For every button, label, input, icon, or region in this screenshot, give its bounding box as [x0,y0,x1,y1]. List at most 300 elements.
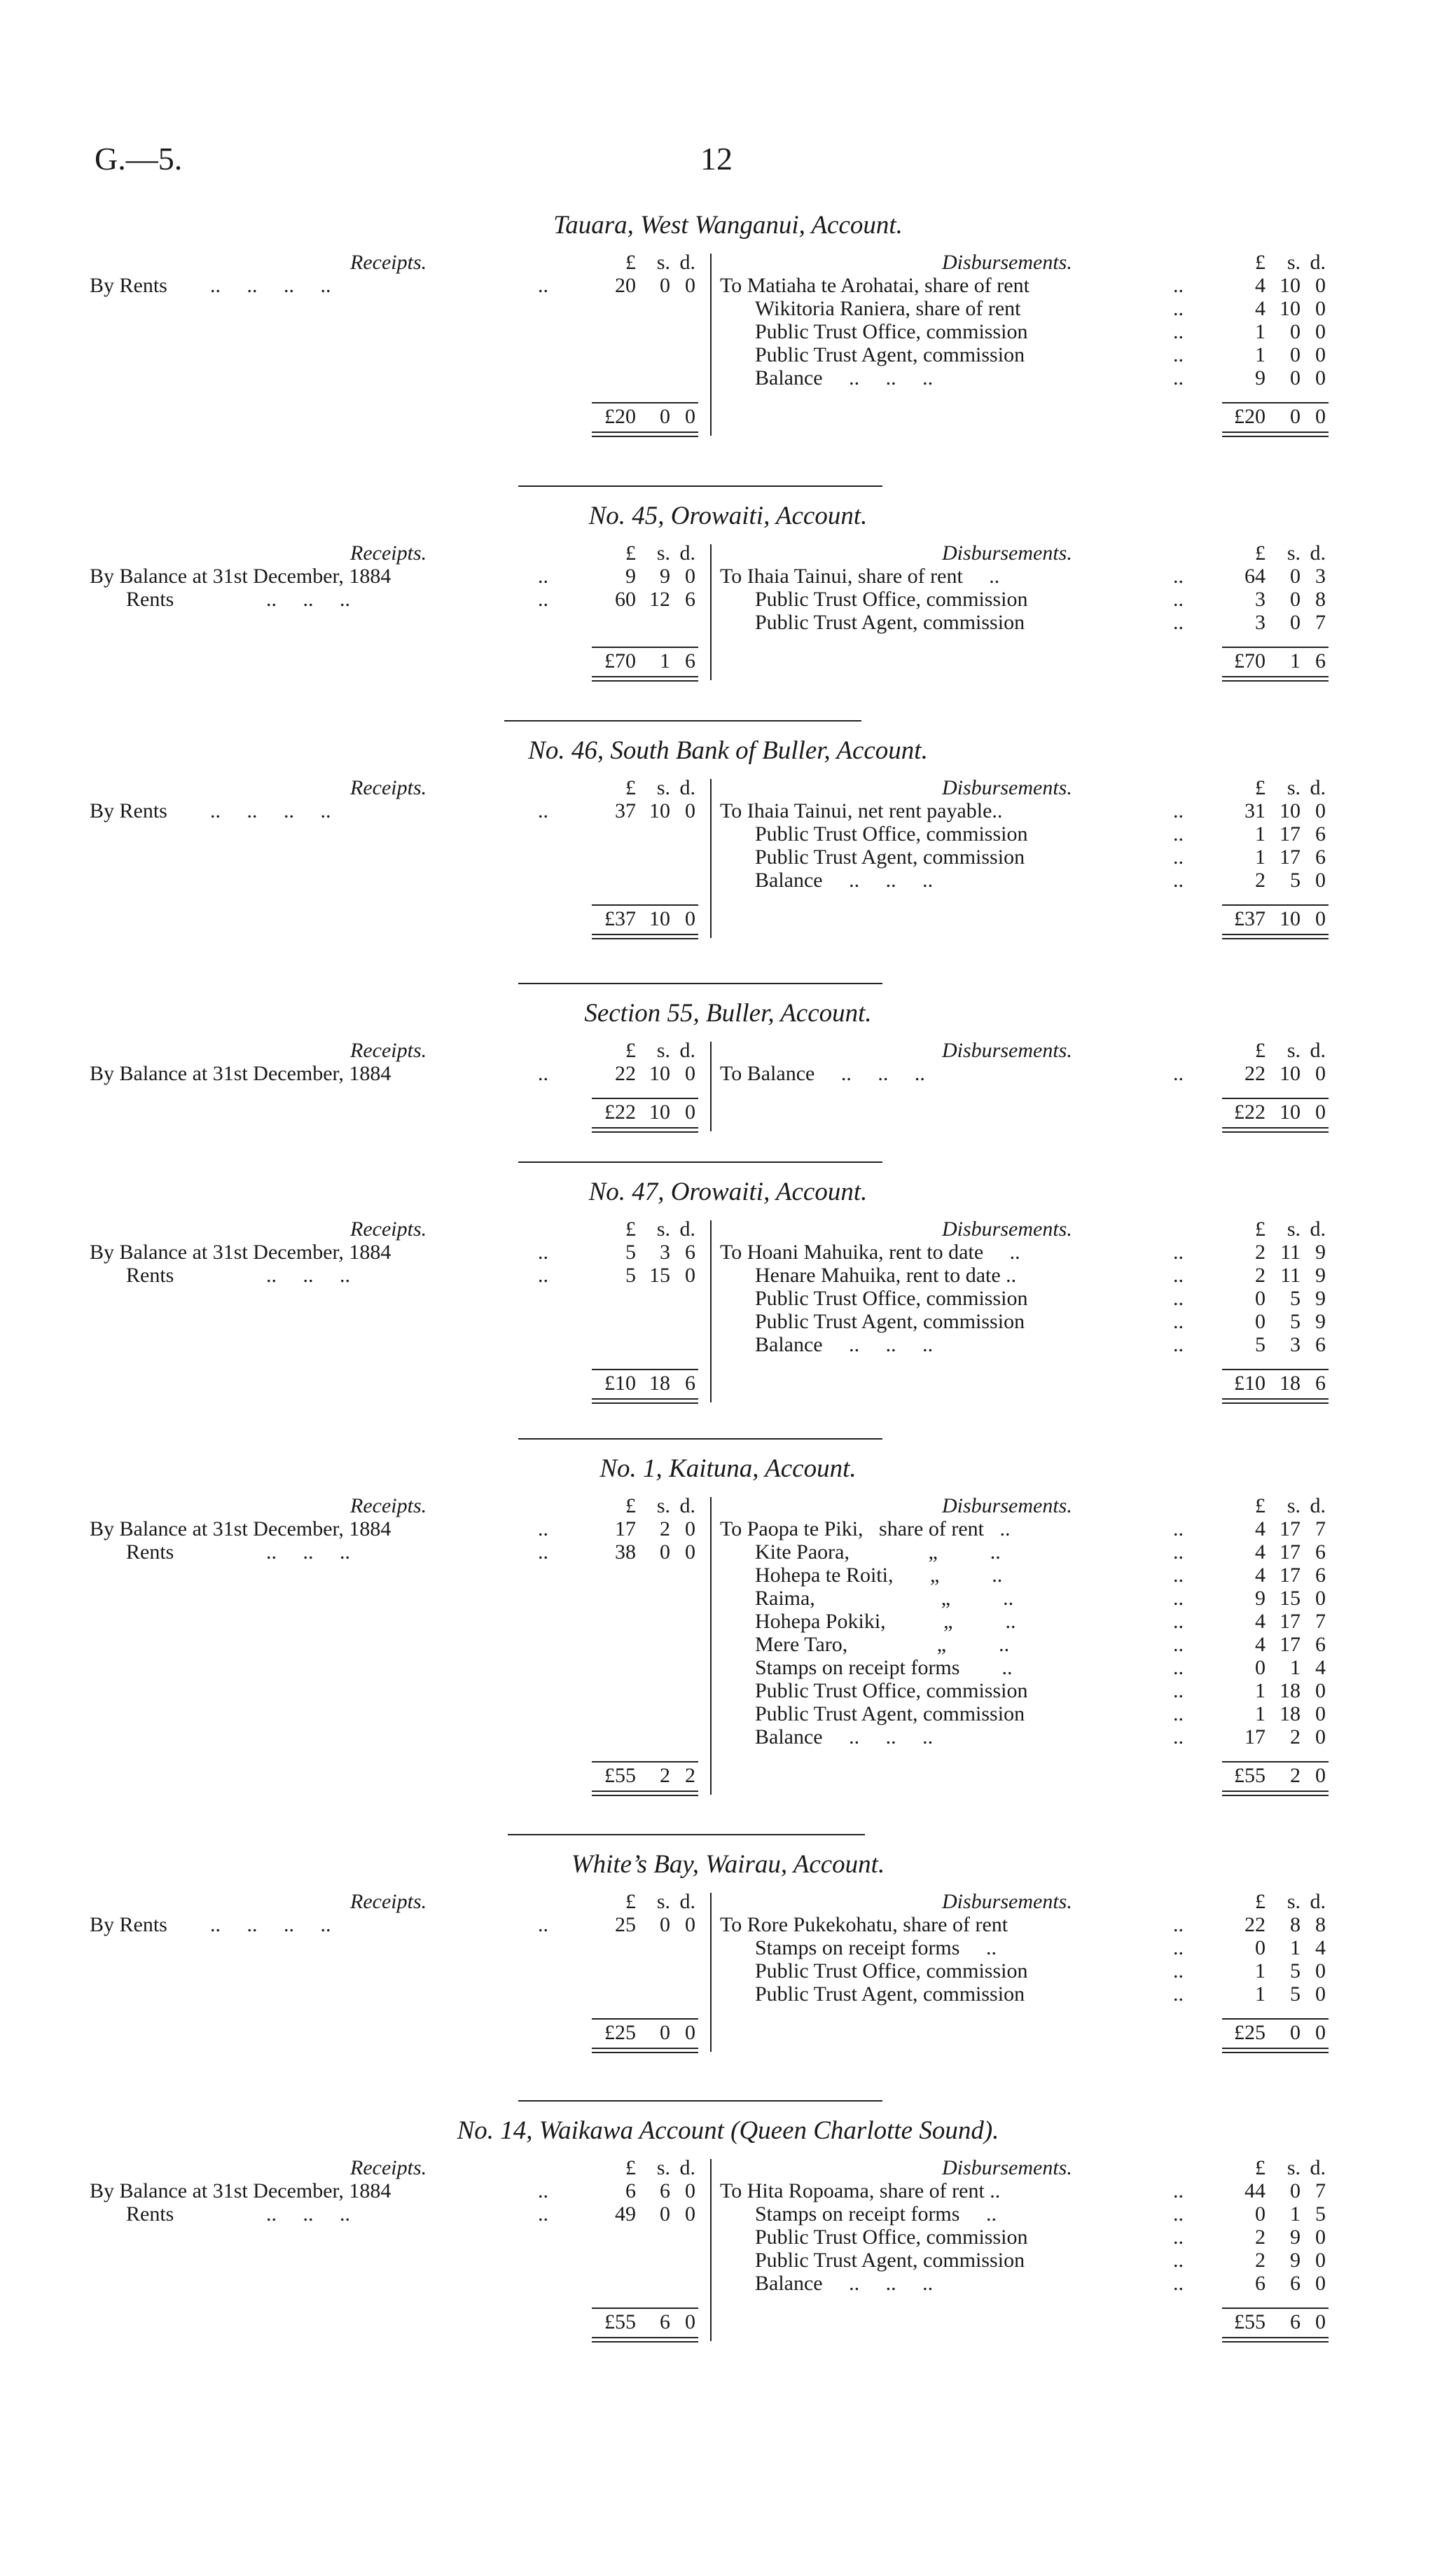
total-rule [1222,1761,1329,1763]
disbursement-pounds: 17 [1244,1725,1266,1748]
disbursement-pence: 0 [1315,1062,1326,1085]
dot-leader: .. [1173,343,1184,366]
disbursement-pence: 0 [1315,1679,1326,1702]
total-rule [1222,904,1329,906]
column-divider [710,544,712,680]
disbursement-shillings: 17 [1280,1517,1301,1540]
dot-leader: .. [1173,1913,1184,1936]
total-rule [592,1369,698,1370]
page-header-ref: G.—5. [95,141,183,177]
disbursement-shillings: 0 [1290,343,1301,366]
pounds-header: £ [1255,251,1266,274]
receipts-total-pounds: £10 [604,1372,636,1395]
receipt-pence: 6 [685,588,695,611]
disbursement-shillings: 5 [1290,869,1301,892]
total-rule [592,2308,698,2309]
disbursement-shillings: 5 [1290,1959,1301,1982]
dot-leader: .. [1173,565,1184,588]
pence-header: d. [1310,251,1326,274]
disbursement-label: Public Trust Office, commission [755,2226,1028,2249]
receipt-pounds: 17 [615,1517,636,1540]
disbursement-shillings: 0 [1290,2179,1301,2202]
disbursements-total-pence: 0 [1315,1101,1326,1124]
disbursement-pounds: 4 [1255,1564,1266,1587]
receipt-pounds: 9 [625,565,636,588]
total-rule [592,1761,698,1763]
total-rule [1222,402,1329,403]
disbursements-heading: Disbursements. [942,2156,1072,2179]
receipts-total-shillings: 2 [660,1764,670,1787]
disbursement-pounds: 3 [1255,588,1266,611]
disbursement-shillings: 10 [1280,297,1301,320]
disbursements-total-pence: 6 [1315,649,1326,672]
dot-leader: .. [1173,869,1184,892]
disbursements-heading: Disbursements. [942,1494,1072,1517]
pounds-header: £ [1255,1217,1266,1241]
disbursement-label: Raima, „ .. [755,1587,1014,1610]
disbursement-label: To Hoani Mahuika, rent to date .. [720,1241,1020,1264]
receipts-total-shillings: 6 [660,2310,670,2333]
disbursement-shillings: 18 [1280,1702,1301,1725]
dot-leader: .. [1173,588,1184,611]
receipt-shillings: 0 [660,1913,670,1936]
dot-leader: .. [1173,1333,1184,1356]
disbursement-pence: 7 [1315,1610,1326,1633]
dot-leader: .. [1173,1264,1184,1287]
disbursement-shillings: 1 [1290,1656,1301,1679]
total-rule [1222,2018,1329,2020]
receipt-pence: 0 [685,2202,695,2226]
disbursement-pounds: 22 [1244,1913,1266,1936]
disbursement-pence: 7 [1315,1517,1326,1540]
total-rule [592,2018,698,2020]
disbursement-pence: 0 [1315,1982,1326,2006]
receipt-pounds: 6 [625,2179,636,2202]
disbursement-pounds: 2 [1255,1241,1266,1264]
disbursement-pounds: 4 [1255,297,1266,320]
disbursements-total-pounds: £25 [1234,2021,1266,2044]
section-divider [504,720,861,722]
double-rule [1222,1791,1329,1796]
double-rule [1222,432,1329,437]
disbursements-total-pounds: £22 [1234,1101,1266,1124]
pence-header: d. [679,251,695,274]
receipts-total-pence: 0 [685,1101,695,1124]
receipt-shillings: 9 [660,565,670,588]
pounds-header: £ [1255,2156,1266,2179]
total-rule [1222,1098,1329,1099]
receipts-total-shillings: 18 [649,1372,670,1395]
disbursement-pounds: 0 [1255,1936,1266,1959]
disbursement-label: Hohepa te Roiti, „ .. [755,1564,1003,1587]
receipt-label: By Balance at 31st December, 1884 [90,1241,391,1264]
section-divider [508,1834,865,1835]
receipt-shillings: 10 [649,1062,670,1085]
dot-leader: .. [538,2179,548,2202]
dot-leader: .. [1173,1936,1184,1959]
dot-leader: .. [1173,1610,1184,1633]
disbursement-shillings: 17 [1280,822,1301,846]
receipt-pence: 6 [685,1241,695,1264]
shillings-header: s. [1287,1039,1301,1062]
dot-leader: .. [1173,1241,1184,1264]
section-divider [518,1161,882,1163]
account-title: Tauara, West Wanganui, Account. [553,211,903,240]
receipt-label: By Rents [90,274,167,297]
pounds-header: £ [625,541,636,565]
disbursement-shillings: 5 [1290,1310,1301,1333]
disbursements-total-shillings: 0 [1290,405,1301,428]
column-divider [710,1042,712,1131]
disbursement-pence: 0 [1315,366,1326,389]
disbursements-total-pence: 6 [1315,1372,1326,1395]
disbursement-label: Public Trust Office, commission [755,822,1028,846]
dot-leader: .. [1173,2249,1184,2272]
disbursement-label: Public Trust Office, commission [755,1287,1028,1310]
pence-header: d. [679,1890,695,1913]
disbursement-shillings: 8 [1290,1913,1301,1936]
shillings-header: s. [1287,776,1301,799]
disbursement-pounds: 1 [1255,1982,1266,2006]
dot-leader: .. [1173,366,1184,389]
disbursement-label: To Hita Ropoama, share of rent .. [720,2179,1001,2202]
receipts-total-pence: 2 [685,1764,695,1787]
disbursement-shillings: 10 [1280,274,1301,297]
disbursement-shillings: 2 [1290,1725,1301,1748]
disbursement-pence: 0 [1315,2249,1326,2272]
dot-leader: .. [1173,799,1184,822]
disbursement-pounds: 22 [1244,1062,1266,1085]
disbursement-label: Stamps on receipt forms .. [755,2202,997,2226]
disbursement-label: Public Trust Agent, commission [755,343,1025,366]
disbursement-pounds: 4 [1255,1517,1266,1540]
column-divider [710,1497,712,1795]
shillings-header: s. [1287,251,1301,274]
account-title: No. 46, South Bank of Buller, Account. [528,736,928,765]
disbursement-pounds: 2 [1255,1264,1266,1287]
disbursement-pounds: 4 [1255,1540,1266,1564]
pence-header: d. [679,2156,695,2179]
pounds-header: £ [625,1217,636,1241]
disbursement-pence: 6 [1315,846,1326,869]
dot-leader: .. [538,274,548,297]
receipt-label: By Rents [90,799,167,822]
disbursements-total-shillings: 6 [1290,2310,1301,2333]
disbursement-shillings: 10 [1280,799,1301,822]
disbursements-total-shillings: 2 [1290,1764,1301,1787]
disbursement-pence: 4 [1315,1656,1326,1679]
disbursement-pence: 7 [1315,2179,1326,2202]
disbursement-shillings: 0 [1290,366,1301,389]
disbursement-label: Kite Paora, „ .. [755,1540,1001,1564]
receipt-shillings: 0 [660,274,670,297]
disbursement-pence: 9 [1315,1287,1326,1310]
shillings-header: s. [656,776,670,799]
disbursement-label: To Matiaha te Arohatai, share of rent [720,274,1029,297]
disbursement-label: Public Trust Agent, commission [755,1982,1025,2006]
disbursements-total-pence: 0 [1315,2310,1326,2333]
receipt-pence: 0 [685,1062,695,1085]
dot-leader: .. [1173,1702,1184,1725]
disbursement-label: Stamps on receipt forms .. [755,1656,1013,1679]
disbursement-pounds: 1 [1255,320,1266,343]
shillings-header: s. [656,1217,670,1241]
pounds-header: £ [625,776,636,799]
dot-leader: .. [1173,1633,1184,1656]
column-divider [710,779,712,938]
shillings-header: s. [656,1494,670,1517]
dot-leader: .. [1173,1959,1184,1982]
disbursement-pounds: 64 [1244,565,1266,588]
disbursements-total-pounds: £10 [1234,1372,1266,1395]
disbursement-pence: 0 [1315,799,1326,822]
receipt-pounds: 49 [615,2202,636,2226]
disbursement-label: Wikitoria Raniera, share of rent [755,297,1021,320]
total-rule [592,904,698,906]
double-rule [592,934,698,939]
disbursement-pence: 6 [1315,1564,1326,1587]
account-title: White’s Bay, Wairau, Account. [571,1850,885,1879]
receipts-total-pence: 6 [685,1372,695,1395]
receipt-label: By Rents [90,1913,167,1936]
receipt-pence: 0 [685,1913,695,1936]
disbursement-pence: 0 [1315,1587,1326,1610]
dot-leader: .. [1173,1540,1184,1564]
total-rule [592,402,698,403]
disbursement-shillings: 10 [1280,1062,1301,1085]
disbursement-pounds: 1 [1255,1959,1266,1982]
disbursements-total-pounds: £20 [1234,405,1266,428]
receipt-shillings: 0 [660,1540,670,1564]
receipt-pence: 0 [685,565,695,588]
disbursement-pounds: 0 [1255,1656,1266,1679]
receipt-label: By Balance at 31st December, 1884 [90,1517,391,1540]
receipt-label: Rents [126,1540,174,1564]
dot-leader: .. [538,1264,548,1287]
receipt-label: By Balance at 31st December, 1884 [90,1062,391,1085]
disbursement-label: To Ihaia Tainui, net rent payable.. [720,799,1003,822]
receipt-shillings: 12 [649,588,670,611]
dot-leader: .. [538,588,548,611]
dot-leader: .. [1173,1679,1184,1702]
receipt-pounds: 37 [615,799,636,822]
receipts-total-pence: 0 [685,2021,695,2044]
pounds-header: £ [625,1494,636,1517]
receipt-label: Rents [126,1264,174,1287]
receipt-pence: 0 [685,1264,695,1287]
disbursements-total-shillings: 1 [1290,649,1301,672]
shillings-header: s. [1287,1890,1301,1913]
disbursement-pence: 9 [1315,1241,1326,1264]
receipt-pounds: 25 [615,1913,636,1936]
section-divider [518,1438,882,1440]
disbursement-pence: 0 [1315,1959,1326,1982]
receipt-shillings: 6 [660,2179,670,2202]
disbursements-heading: Disbursements. [942,776,1072,799]
disbursement-pence: 6 [1315,1633,1326,1656]
pounds-header: £ [625,1039,636,1062]
account-title: Section 55, Buller, Account. [584,999,872,1028]
double-rule [1222,1398,1329,1404]
disbursements-total-shillings: 10 [1280,1101,1301,1124]
disbursement-shillings: 0 [1290,565,1301,588]
shillings-header: s. [1287,541,1301,565]
receipt-pence: 0 [685,799,695,822]
dot-leader: .. [1173,1310,1184,1333]
disbursement-pounds: 5 [1255,1333,1266,1356]
dot-leader: .. [1173,1982,1184,2006]
double-rule [1222,934,1329,939]
total-rule [592,1098,698,1099]
disbursement-label: Public Trust Office, commission [755,588,1028,611]
receipts-total-pounds: £55 [604,1764,636,1787]
pence-header: d. [1310,1890,1326,1913]
disbursement-shillings: 5 [1290,1287,1301,1310]
disbursement-shillings: 0 [1290,611,1301,634]
dot-leader: .. [1173,1062,1184,1085]
disbursement-shillings: 11 [1280,1241,1301,1264]
disbursement-pounds: 1 [1255,1702,1266,1725]
pounds-header: £ [1255,1039,1266,1062]
dot-leader: .. [1173,1564,1184,1587]
receipts-heading: Receipts. [350,251,427,274]
receipt-label: Rents [126,2202,174,2226]
disbursement-pounds: 4 [1255,1633,1266,1656]
disbursement-pence: 9 [1315,1310,1326,1333]
disbursement-label: Public Trust Agent, commission [755,611,1025,634]
dot-leader: .. [1173,320,1184,343]
pence-header: d. [679,776,695,799]
receipts-total-pence: 6 [685,649,695,672]
disbursement-shillings: 17 [1280,1540,1301,1564]
column-divider [710,1220,712,1402]
disbursement-pence: 0 [1315,2226,1326,2249]
double-rule [1222,1127,1329,1133]
disbursement-label: Balance .. .. .. [755,2272,934,2295]
receipts-total-pounds: £20 [604,405,636,428]
disbursement-pounds: 6 [1255,2272,1266,2295]
disbursement-pence: 0 [1315,2272,1326,2295]
disbursement-label: Public Trust Agent, commission [755,2249,1025,2272]
disbursement-label: Hohepa Pokiki, „ .. [755,1610,1016,1633]
section-divider [518,983,882,984]
disbursement-pence: 8 [1315,588,1326,611]
pence-header: d. [1310,541,1326,565]
disbursement-pounds: 1 [1255,822,1266,846]
disbursement-label: Public Trust Agent, commission [755,1310,1025,1333]
pounds-header: £ [625,251,636,274]
dot-leader: .. [1173,2272,1184,2295]
disbursements-total-pounds: £55 [1234,2310,1266,2333]
column-divider [710,1893,712,2052]
double-rule [592,1127,698,1133]
receipts-total-shillings: 10 [649,907,670,930]
disbursement-pence: 0 [1315,320,1326,343]
dot-leader: .. [1173,1517,1184,1540]
receipt-pounds: 20 [615,274,636,297]
receipt-pounds: 5 [625,1241,636,1264]
dot-leader: .. [538,1540,548,1564]
receipts-total-pounds: £25 [604,2021,636,2044]
disbursement-pence: 0 [1315,869,1326,892]
dot-leader: .. [538,1241,548,1264]
disbursement-pounds: 44 [1244,2179,1266,2202]
disbursement-pounds: 31 [1244,799,1266,822]
receipts-total-shillings: 0 [660,2021,670,2044]
disbursements-heading: Disbursements. [942,1890,1072,1913]
shillings-header: s. [656,541,670,565]
disbursement-shillings: 17 [1280,846,1301,869]
receipt-pence: 0 [685,2179,695,2202]
disbursement-pence: 6 [1315,1540,1326,1564]
double-rule [592,1398,698,1404]
disbursement-label: Henare Mahuika, rent to date .. [755,1264,1017,1287]
disbursement-label: Public Trust Office, commission [755,1679,1028,1702]
disbursement-shillings: 17 [1280,1610,1301,1633]
pounds-header: £ [1255,541,1266,565]
disbursements-total-pence: 0 [1315,2021,1326,2044]
disbursements-heading: Disbursements. [942,1217,1072,1241]
receipt-shillings: 3 [660,1241,670,1264]
shillings-header: s. [656,1039,670,1062]
receipts-heading: Receipts. [350,541,427,565]
disbursement-pounds: 1 [1255,343,1266,366]
receipt-pence: 0 [685,1540,695,1564]
shillings-header: s. [656,1890,670,1913]
receipts-total-pounds: £55 [604,2310,636,2333]
double-rule [592,676,698,682]
double-rule [592,2048,698,2053]
disbursements-total-pence: 0 [1315,1764,1326,1787]
disbursement-shillings: 3 [1290,1333,1301,1356]
pence-header: d. [679,1217,695,1241]
disbursement-pence: 8 [1315,1913,1326,1936]
disbursement-label: Public Trust Office, commission [755,320,1028,343]
disbursement-shillings: 15 [1280,1587,1301,1610]
disbursement-label: Public Trust Office, commission [755,1959,1028,1982]
dot-leader: .. [1173,1656,1184,1679]
receipt-pounds: 60 [615,588,636,611]
disbursement-pounds: 1 [1255,1679,1266,1702]
disbursement-label: To Paopa te Piki, share of rent .. [720,1517,1011,1540]
disbursement-shillings: 9 [1290,2226,1301,2249]
disbursement-pence: 0 [1315,343,1326,366]
disbursements-heading: Disbursements. [942,251,1072,274]
dot-leader: .. .. .. .. [210,1913,331,1936]
disbursement-shillings: 0 [1290,320,1301,343]
disbursements-total-pounds: £55 [1234,1764,1266,1787]
dot-leader: .. [1173,2179,1184,2202]
disbursement-shillings: 11 [1280,1264,1301,1287]
disbursement-pence: 5 [1315,2202,1326,2226]
disbursement-pence: 0 [1315,1725,1326,1748]
receipt-label: By Balance at 31st December, 1884 [90,565,391,588]
shillings-header: s. [656,2156,670,2179]
disbursement-label: To Balance .. .. .. [720,1062,925,1085]
dot-leader: .. .. .. .. [210,274,331,297]
dot-leader: .. [538,2202,548,2226]
receipts-heading: Receipts. [350,1890,427,1913]
disbursements-total-pence: 0 [1315,907,1326,930]
dot-leader: .. [1173,2202,1184,2226]
disbursement-pounds: 2 [1255,2226,1266,2249]
receipts-heading: Receipts. [350,2156,427,2179]
disbursement-pence: 0 [1315,297,1326,320]
disbursements-total-pounds: £37 [1234,907,1266,930]
total-rule [1222,647,1329,648]
disbursement-pounds: 2 [1255,869,1266,892]
receipts-total-pounds: £22 [604,1101,636,1124]
